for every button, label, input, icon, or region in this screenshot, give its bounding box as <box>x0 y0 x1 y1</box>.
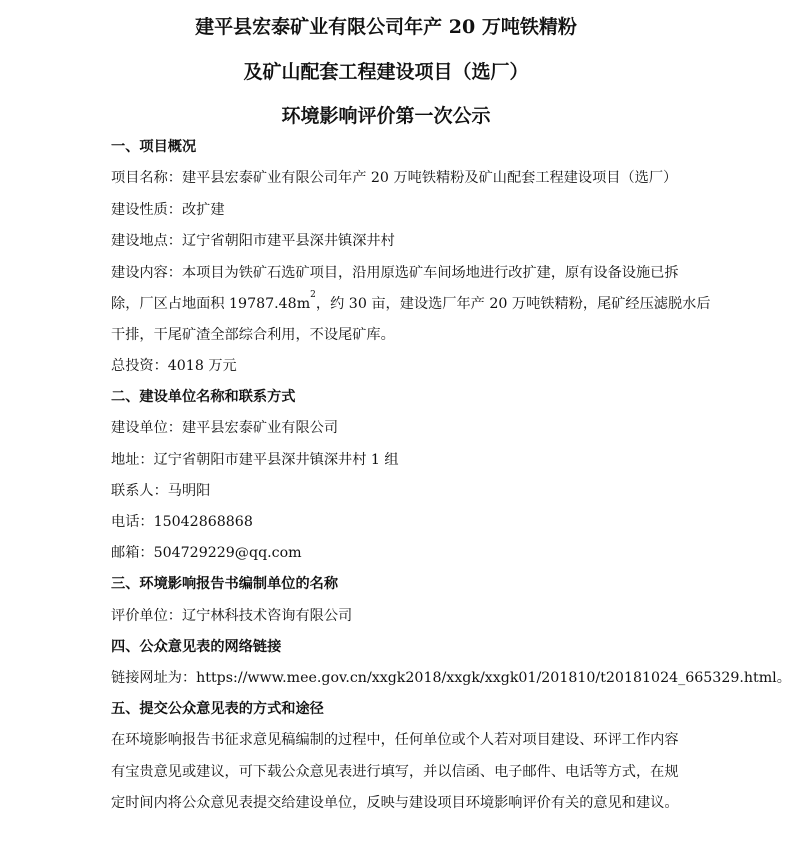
area-unit-superscript: 2 <box>310 290 316 300</box>
link-line <box>111 667 791 687</box>
construction-content-line1: 建设内容：本项目为铁矿石选矿项目，沿用原选矿车间场地进行改扩建，原有设备设施已拆 <box>111 265 679 281</box>
submission-para-line1: 在环境影响报告书征求意见稿编制的过程中，任何单位或个人若对项目建设、环评工作内容 <box>111 732 679 748</box>
title-line-1: 建平县宏泰矿业有限公司年产 20 万吨铁精粉 <box>195 16 577 38</box>
contact-person: 联系人：马明阳 <box>111 483 211 499</box>
section5-heading: 五、提交公众意见表的方式和途径 <box>111 701 324 717</box>
submission-para-line2: 有宝贵意见或建议，可下载公众意见表进行填写，并以信函、电子邮件、电话等方式，在规 <box>111 764 679 780</box>
assessment-unit: 评价单位：辽宁林科技术咨询有限公司 <box>111 608 353 624</box>
link-end: 。 <box>776 670 791 686</box>
construction-location: 建设地点：辽宁省朝阳市建平县深井镇深井村 <box>111 233 395 249</box>
construction-content-line2 <box>111 290 711 313</box>
link-label: 链接网址为： <box>111 670 197 686</box>
contact-phone: 电话：15042868868 <box>111 514 253 530</box>
section3-heading: 三、环境影响报告书编制单位的名称 <box>111 576 339 592</box>
construction-nature: 建设性质：改扩建 <box>111 202 225 218</box>
contact-email: 邮箱：504729229@qq.com <box>111 545 302 561</box>
content-line2-post: ，约 30 亩，建设选厂年产 20 万吨铁精粉，尾矿经压滤脱水后 <box>315 296 711 312</box>
total-investment: 总投资：4018 万元 <box>111 358 237 374</box>
construction-content-line3: 干排，干尾矿渣全部综合利用，不设尾矿库。 <box>111 327 395 343</box>
submission-para-line3: 定时间内将公众意见表提交给建设单位，反映与建设项目环境影响评价有关的意见和建议。 <box>111 795 679 811</box>
opinion-form-link[interactable]: https://www.mee.gov.cn/xxgk2018/xxgk/xxgk01/201810/t20181024_665329.html <box>196 670 777 686</box>
project-name: 项目名称：建平县宏泰矿业有限公司年产 20 万吨铁精粉及矿山配套工程建设项目（选厂） <box>111 170 678 186</box>
title-line-2: 及矿山配套工程建设项目（选厂） <box>243 61 529 83</box>
section4-heading: 四、公众意见表的网络链接 <box>111 639 282 655</box>
section1-heading: 一、项目概况 <box>111 139 197 155</box>
unit-address: 地址：辽宁省朝阳市建平县深井镇深井村 1 组 <box>111 452 399 468</box>
content-line2-pre: 除，厂区占地面积 19787.48m <box>111 296 311 312</box>
section2-heading: 二、建设单位名称和联系方式 <box>111 389 296 405</box>
title-line-3: 环境影响评价第一次公示 <box>281 105 491 127</box>
construction-unit: 建设单位：建平县宏泰矿业有限公司 <box>111 420 339 436</box>
